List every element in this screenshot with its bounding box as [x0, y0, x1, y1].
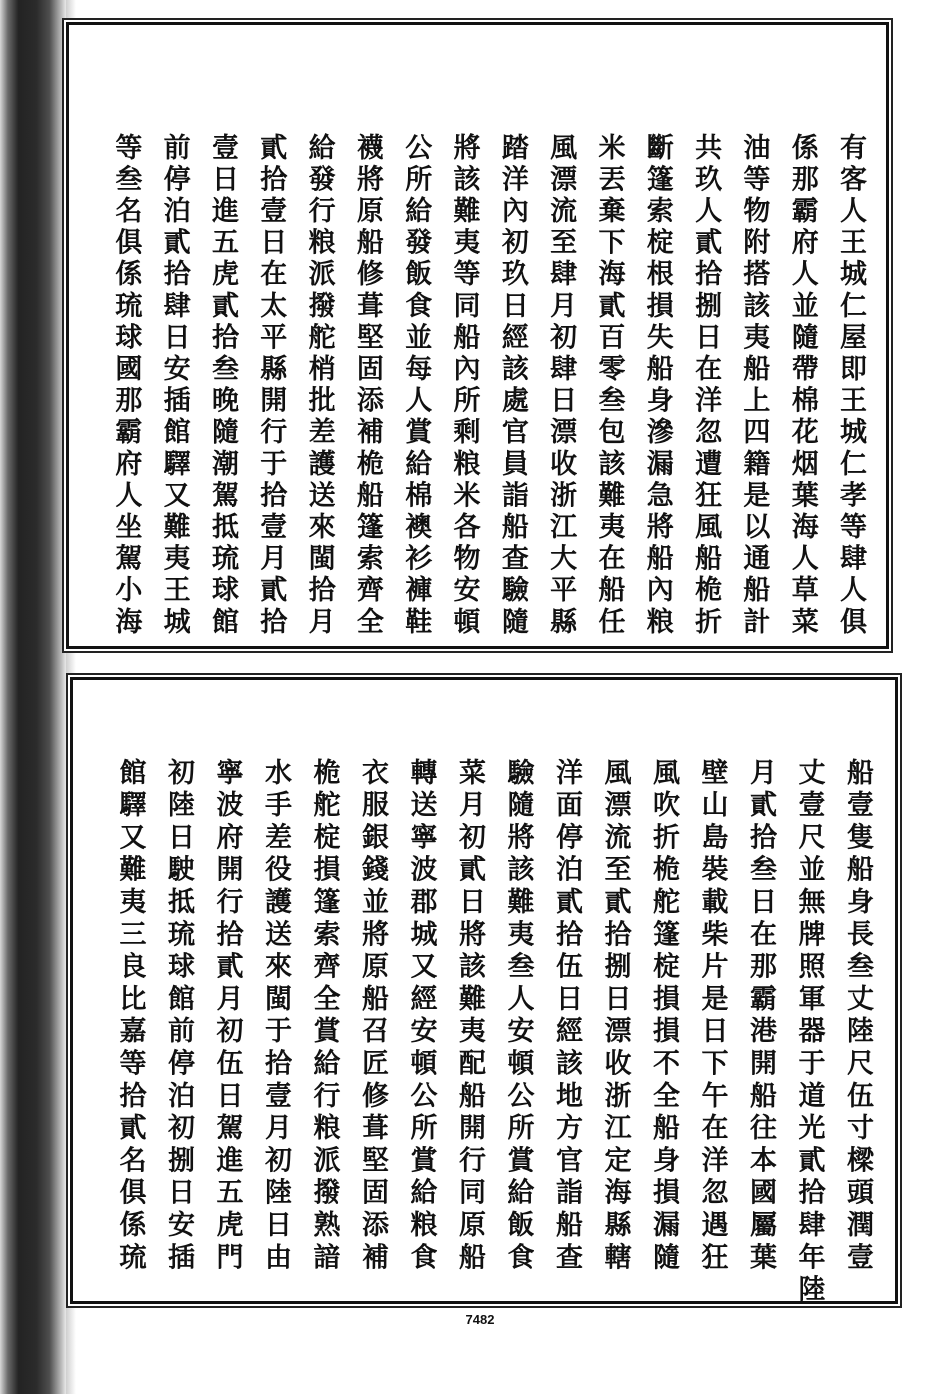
text-column: 係那霸府人並隨帶棉花烟葉海人草菜: [786, 133, 818, 639]
text-column: 驗隨將該難夷叁人安頓公所賞給飯食: [502, 758, 534, 1275]
text-column: 襪將原船修葺堅固添補桅船篷索齊全: [351, 133, 383, 639]
text-column: 貳拾壹日在太平縣開行于拾壹月貳拾: [255, 133, 287, 639]
top-text-panel: [66, 22, 889, 649]
text-column: 丈壹尺並無牌照軍器于道光貳拾肆年陸: [793, 758, 825, 1308]
page-number: 7482: [465, 1312, 495, 1327]
text-column: 館驛又難夷三良比嘉等拾貳名俱係琉: [114, 758, 146, 1275]
text-column: 共玖人貳拾捌日在洋忽遭狂風船桅折: [690, 133, 722, 639]
text-column: 公所給發飯食並每人賞給棉襖衫褲鞋: [400, 133, 432, 639]
text-column: 水手差役護送來閩于拾壹月初陸日由: [260, 758, 291, 1275]
text-column: 給發行粮派撥舵梢批差護送來閩拾月: [303, 133, 335, 639]
text-column: 菜月初貳日將該難夷配船開行同原船: [454, 758, 485, 1275]
text-column: 將該難夷等同船內所剩粮米各物安頓: [448, 133, 480, 639]
book-spine-shadow: [0, 0, 66, 1394]
text-column: 米丟棄下海貳百零叁包該難夷在船任: [593, 133, 625, 639]
bottom-text-columns: [73, 680, 895, 1308]
text-column: 桅舵椗損篷索齊全賞給行粮派撥熟諳: [308, 758, 340, 1275]
text-column: 船壹隻船身長叁丈陸尺伍寸樑頭潤壹: [842, 758, 873, 1275]
text-column: 月貳拾叁日在那霸港開船往本國屬葉: [745, 758, 776, 1275]
text-column: 有客人王城仁屋即王城仁孝等肆人俱: [835, 133, 866, 639]
top-text-columns: [69, 25, 886, 646]
text-column: 洋面停泊貳拾伍日經該地方官詣船查: [551, 758, 582, 1275]
text-column: 轉送寧波郡城又經安頓公所賞給粮食: [405, 758, 437, 1275]
text-column: 壹日進五虎貳拾叁晚隨潮駕抵琉球館: [206, 133, 238, 639]
text-column: 風漂流至肆月初肆日漂收浙江大平縣: [545, 133, 577, 639]
text-column: 等叁名俱係琉球國那霸府人坐駕小海: [110, 133, 142, 639]
bottom-text-panel: [70, 677, 898, 1308]
text-column: 風漂流至貳拾捌日漂收浙江定海縣轄: [599, 758, 631, 1275]
text-column: 油等物附搭該夷船上四籍是以通船計: [738, 133, 770, 639]
text-column: 風吹折桅舵篷椗損損不全船身損漏隨: [648, 758, 679, 1275]
text-column: 踏洋內初玖日經該處官員詣船查驗隨: [496, 133, 528, 639]
text-column: 衣服銀錢並將原船召匠修葺堅固添補: [357, 758, 388, 1275]
text-column: 壁山島裝載柴片是日下午在洋忽遇狂: [696, 758, 728, 1275]
text-column: 初陸日駛抵琉球館前停泊初捌日安插: [163, 758, 194, 1275]
text-column: 前停泊貳拾肆日安插館驛又難夷王城: [158, 133, 190, 639]
text-column: 寧波府開行拾貳月初伍日駕進五虎門: [211, 758, 243, 1275]
text-column: 斷篷索椗根損失船身滲漏急將船內粮: [641, 133, 673, 639]
